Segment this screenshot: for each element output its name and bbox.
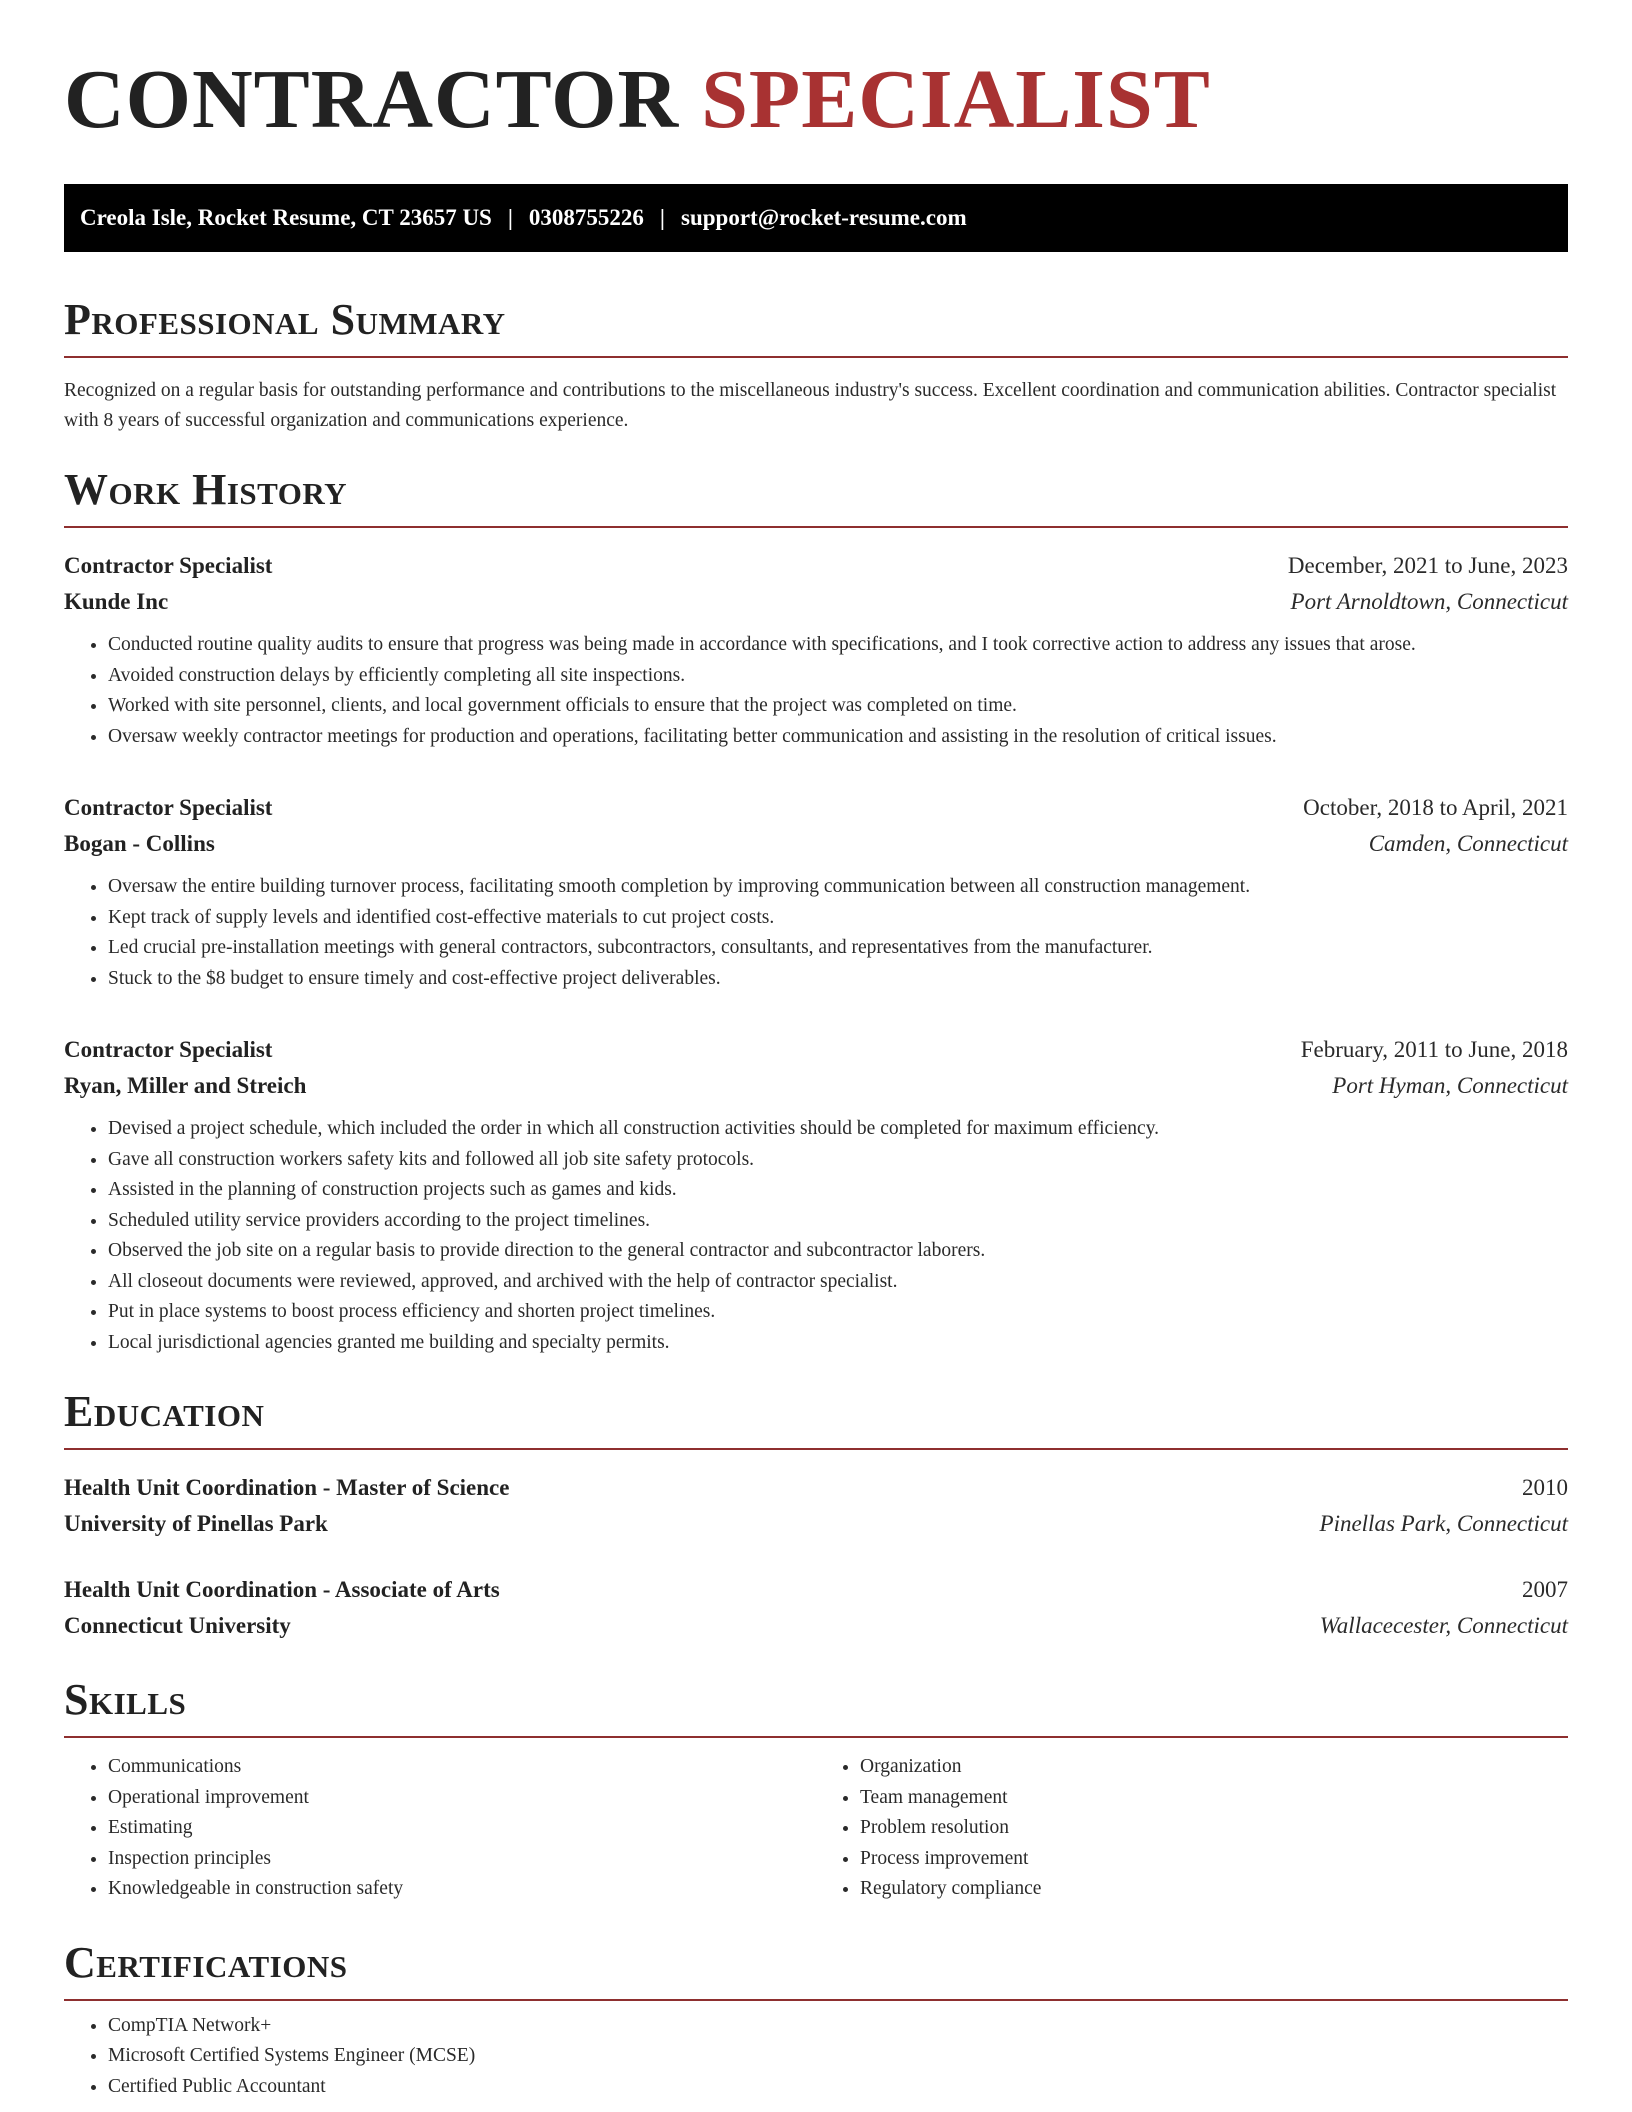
education-school-row bbox=[64, 1608, 1568, 1644]
title-first-word: CONTRACTOR bbox=[64, 53, 680, 146]
job-location: Camden, Connecticut bbox=[1368, 831, 1568, 856]
contact-email: support@rocket-resume.com bbox=[681, 205, 967, 230]
job-company-row bbox=[64, 584, 1568, 620]
job-bullet: • Kept track of supply levels and identified cost-effective materials to cut project costs. bbox=[108, 903, 1568, 934]
certification-item: • Microsoft Certified Systems Engineer (MCSE) bbox=[108, 2041, 1568, 2072]
contact-address: Creola Isle, Rocket Resume, CT 23657 US bbox=[80, 205, 492, 230]
education-school: University of Pinellas Park bbox=[64, 1511, 328, 1536]
skill-item: • Estimating bbox=[108, 1813, 816, 1844]
title-second-word: SPECIALIST bbox=[701, 53, 1211, 146]
job-entry bbox=[64, 790, 1568, 994]
job-bullet: • Observed the job site on a regular basis to provide direction to the general contractor and subcontractor laborers. bbox=[108, 1236, 1568, 1267]
job-title: Contractor Specialist bbox=[64, 1037, 273, 1062]
job-location: Port Hyman, Connecticut bbox=[1332, 1073, 1568, 1098]
job-title: Contractor Specialist bbox=[64, 795, 273, 820]
skill-item: • Communications bbox=[108, 1752, 816, 1783]
job-dates: February, 2011 to June, 2018 bbox=[1300, 1037, 1568, 1062]
education-location: Pinellas Park, Connecticut bbox=[1319, 1511, 1568, 1536]
skills-list-left bbox=[64, 1752, 816, 1905]
education-degree-row bbox=[64, 1572, 1568, 1608]
contact-separator: | bbox=[659, 205, 665, 230]
certification-item: • CompTIA Network+ bbox=[108, 2011, 1568, 2042]
contact-bar bbox=[64, 184, 1568, 252]
job-entry bbox=[64, 548, 1568, 752]
education-heading: Education bbox=[64, 1390, 1568, 1450]
education-degree: Health Unit Coordination - Associate of Arts bbox=[64, 1577, 500, 1602]
skill-item: • Inspection principles bbox=[108, 1844, 816, 1875]
job-location: Port Arnoldtown, Connecticut bbox=[1290, 589, 1568, 614]
job-company: Kunde Inc bbox=[64, 589, 169, 614]
summary-text: Recognized on a regular basis for outstanding performance and contributions to the miscellaneous industry's success. Excellent coordination and communication abilities. Contractor specialist with 8 years of successful organization and communications experience. bbox=[64, 380, 1557, 431]
skills-list-right bbox=[816, 1752, 1568, 1905]
job-company: Ryan, Miller and Streich bbox=[64, 1073, 307, 1098]
job-bullet: • Local jurisdictional agencies granted me building and specialty permits. bbox=[108, 1328, 1568, 1359]
job-header-row bbox=[64, 1032, 1568, 1068]
skill-item: • Problem resolution bbox=[860, 1813, 1568, 1844]
job-header-row bbox=[64, 548, 1568, 584]
job-company-row bbox=[64, 826, 1568, 862]
education-degree: Health Unit Coordination - Master of Science bbox=[64, 1475, 510, 1500]
certifications-list bbox=[64, 2011, 1568, 2103]
job-bullet: • Scheduled utility service providers according to the project timelines. bbox=[108, 1206, 1568, 1237]
education-degree-row bbox=[64, 1470, 1568, 1506]
job-bullet-list bbox=[64, 630, 1568, 752]
job-header-row bbox=[64, 790, 1568, 826]
contact-phone: 0308755226 bbox=[528, 205, 644, 230]
education-location: Wallacecester, Connecticut bbox=[1319, 1613, 1568, 1638]
resume-title bbox=[64, 53, 1568, 150]
job-bullet: • All closeout documents were reviewed, approved, and archived with the help of contractor specialist. bbox=[108, 1267, 1568, 1298]
job-dates: October, 2018 to April, 2021 bbox=[1303, 795, 1568, 820]
education-school: Connecticut University bbox=[64, 1613, 291, 1638]
education-entry bbox=[64, 1572, 1568, 1644]
skill-item: • Regulatory compliance bbox=[860, 1874, 1568, 1905]
job-bullet: • Assisted in the planning of construction projects such as games and kids. bbox=[108, 1175, 1568, 1206]
job-company: Bogan - Collins bbox=[64, 831, 215, 856]
job-bullet: • Devised a project schedule, which included the order in which all construction activities should be completed for maximum efficiency. bbox=[108, 1114, 1568, 1145]
job-company-row bbox=[64, 1068, 1568, 1104]
skill-item: • Organization bbox=[860, 1752, 1568, 1783]
job-bullet-list bbox=[64, 1114, 1568, 1358]
skill-item: • Process improvement bbox=[860, 1844, 1568, 1875]
job-title: Contractor Specialist bbox=[64, 553, 273, 578]
job-bullet: • Stuck to the $8 budget to ensure timely and cost-effective project deliverables. bbox=[108, 964, 1568, 995]
contact-separator: | bbox=[507, 205, 513, 230]
skill-item: • Operational improvement bbox=[108, 1783, 816, 1814]
job-bullet: • Led crucial pre-installation meetings with general contractors, subcontractors, consultants, and representatives from the manufacturer. bbox=[108, 933, 1568, 964]
summary-heading: Professional Summary bbox=[64, 298, 1568, 358]
education-year: 2010 bbox=[1522, 1475, 1568, 1500]
job-bullet-list bbox=[64, 872, 1568, 994]
job-bullet: • Worked with site personnel, clients, and local government officials to ensure that the project was completed on time. bbox=[108, 691, 1568, 722]
certification-item: • Certified Public Accountant bbox=[108, 2072, 1568, 2103]
education-year: 2007 bbox=[1522, 1577, 1568, 1602]
job-bullet: • Oversaw the entire building turnover process, facilitating smooth completion by improving communication between all construction management. bbox=[108, 872, 1568, 903]
job-bullet: • Conducted routine quality audits to ensure that progress was being made in accordance with specifications, and I took corrective action to address any issues that arose. bbox=[108, 630, 1568, 661]
job-entry bbox=[64, 1032, 1568, 1358]
certifications-heading: Certifications bbox=[64, 1941, 1568, 2001]
job-dates: December, 2021 to June, 2023 bbox=[1287, 553, 1568, 578]
education-entry bbox=[64, 1470, 1568, 1542]
skill-item: • Knowledgeable in construction safety bbox=[108, 1874, 816, 1905]
job-bullet: • Put in place systems to boost process efficiency and shorten project timelines. bbox=[108, 1297, 1568, 1328]
skills-columns bbox=[64, 1752, 1568, 1905]
skill-item: • Team management bbox=[860, 1783, 1568, 1814]
education-school-row bbox=[64, 1506, 1568, 1542]
skills-heading: Skills bbox=[64, 1678, 1568, 1738]
work-history-heading: Work History bbox=[64, 468, 1568, 528]
job-bullet: • Gave all construction workers safety kits and followed all job site safety protocols. bbox=[108, 1145, 1568, 1176]
job-bullet: • Oversaw weekly contractor meetings for production and operations, facilitating better communication and assisting in the resolution of critical issues. bbox=[108, 722, 1568, 753]
job-bullet: • Avoided construction delays by efficiently completing all site inspections. bbox=[108, 661, 1568, 692]
